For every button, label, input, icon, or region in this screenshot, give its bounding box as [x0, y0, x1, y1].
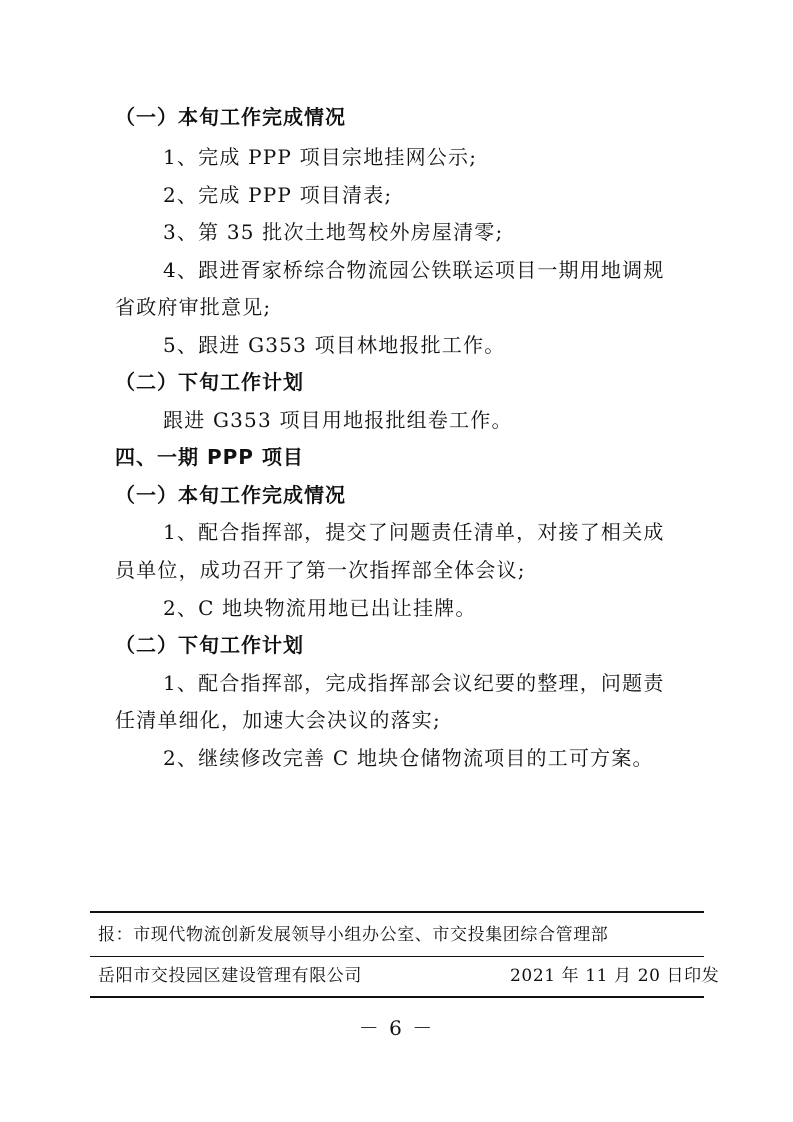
list-item: 2、继续修改完善 C 地块仓储物流项目的工可方案。 [163, 746, 654, 770]
section-heading-completed: （一）本旬工作完成情况 [115, 483, 346, 507]
footer-top-rule [90, 911, 704, 913]
footer-middle-rule [90, 956, 704, 957]
list-item: 1、配合指挥部，提交了问题责任清单，对接了相关成 [163, 520, 665, 544]
section-heading-plan: （二）下旬工作计划 [115, 633, 304, 657]
list-item: 3、第 35 批次土地驾校外房屋清零; [163, 220, 504, 244]
section-heading-plan: （二）下旬工作计划 [115, 370, 304, 394]
list-item-continuation: 任清单细化，加速大会决议的落实; [115, 708, 441, 732]
list-item: 1、配合指挥部，完成指挥部会议纪要的整理，问题责 [163, 671, 665, 695]
list-item-continuation: 省政府审批意见; [115, 295, 272, 319]
list-item: 5、跟进 G353 项目林地报批工作。 [163, 333, 506, 357]
section-heading-completed: （一）本旬工作完成情况 [115, 105, 346, 129]
list-item: 2、完成 PPP 项目清表; [163, 183, 393, 207]
list-item: 4、跟进胥家桥综合物流园公铁联运项目一期用地调规 [163, 258, 665, 282]
report-recipients: 报：市现代物流创新发展领导小组办公室、市交投集团综合管理部 [98, 925, 609, 945]
chapter-title: 四、一期 PPP 项目 [115, 445, 304, 469]
issuing-company: 岳阳市交投园区建设管理有限公司 [98, 966, 362, 986]
list-item: 2、C 地块物流用地已出让挂牌。 [163, 596, 477, 620]
list-item-continuation: 员单位，成功召开了第一次指挥部全体会议; [115, 558, 526, 582]
issue-date: 2021 年 11 月 20 日印发 [510, 966, 720, 986]
list-item: 1、完成 PPP 项目宗地挂网公示; [163, 145, 478, 169]
page-number: － 6 － [358, 1016, 435, 1040]
footer-bottom-rule [90, 996, 704, 998]
paragraph: 跟进 G353 项目用地报批组卷工作。 [163, 408, 513, 432]
